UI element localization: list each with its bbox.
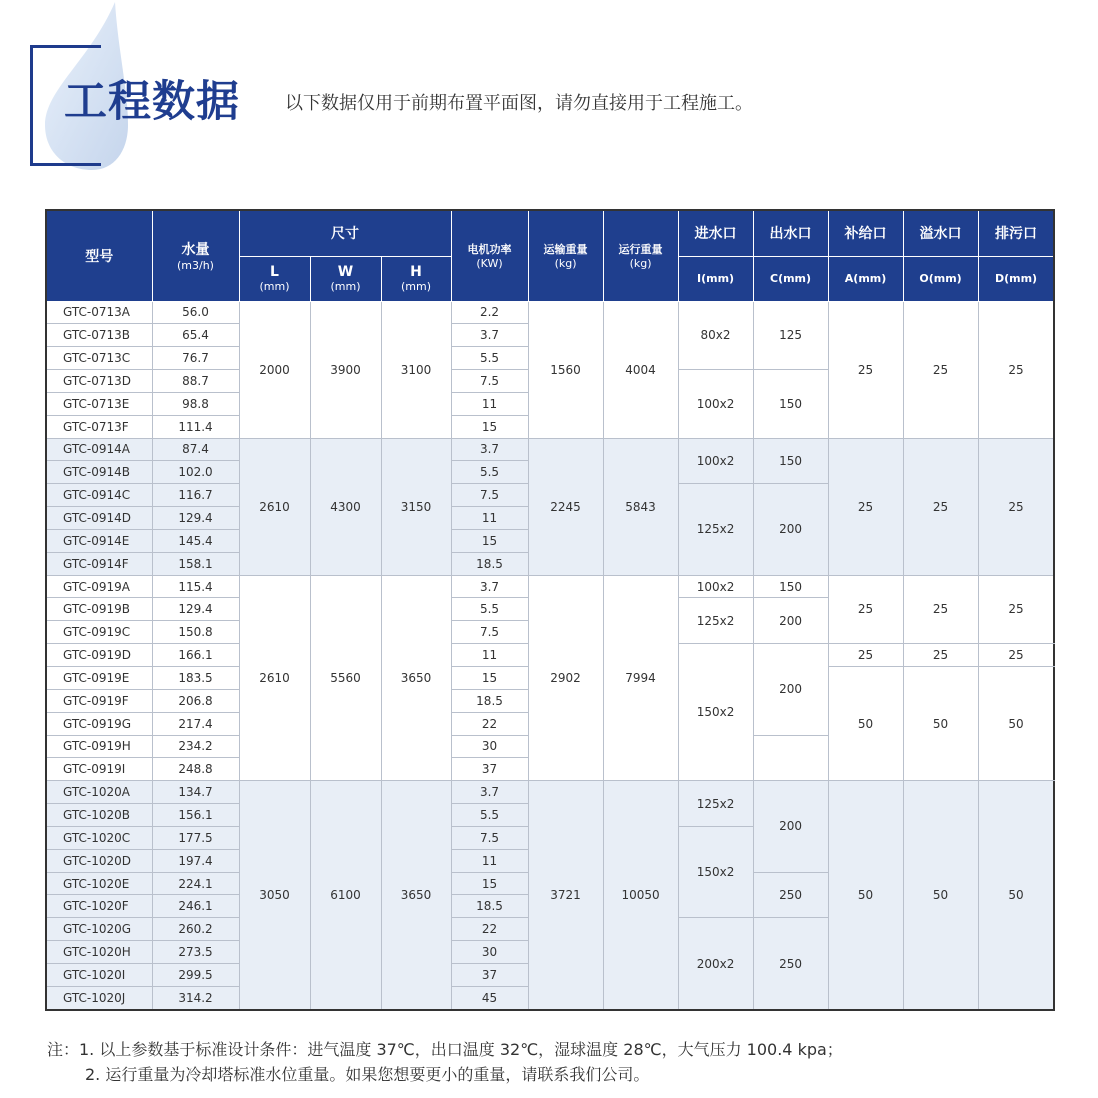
header-inlet: 进水口 bbox=[678, 210, 753, 256]
header-makeup: 补给口 bbox=[828, 210, 903, 256]
header-size: 尺寸 bbox=[239, 210, 451, 256]
header-ship-weight: 运输重量 (kg) bbox=[528, 210, 603, 301]
table-row: GTC-1020A 134.7 3050 6100 3650 3.7 3721 10050 125x2 200 50 50 50 bbox=[46, 781, 1054, 804]
table-row: GTC-0914A 87.4 2610 4300 3150 3.7 2245 5843 100x2 150 25 25 25 bbox=[46, 438, 1054, 461]
header-run-weight: 运行重量 (kg) bbox=[603, 210, 678, 301]
table-row: GTC-0914F 158.1 18.5 bbox=[46, 552, 1054, 575]
footnotes bbox=[47, 1037, 843, 1087]
table-row: GTC-1020J 314.2 45 bbox=[46, 986, 1054, 1010]
header-outlet-unit: C(mm) bbox=[753, 256, 828, 301]
header-model: 型号 bbox=[46, 210, 152, 301]
table-row: GTC-0919I 248.8 37 bbox=[46, 758, 1054, 781]
table-row: GTC-0713A 56.0 2000 3900 3100 2.2 1560 4004 80x2 125 25 25 25 bbox=[46, 301, 1054, 324]
page-title: 工程数据 bbox=[64, 77, 240, 127]
table-row: GTC-1020E 224.1 15 250 bbox=[46, 872, 1054, 895]
table-row: GTC-1020C 177.5 7.5 150x2 bbox=[46, 826, 1054, 849]
table-row: GTC-1020H 273.5 30 bbox=[46, 941, 1054, 964]
table-row: GTC-0919G 217.4 22 bbox=[46, 712, 1054, 735]
table-row: GTC-0713F 111.4 15 bbox=[46, 415, 1054, 438]
header-W: W (mm) bbox=[310, 256, 381, 301]
table-row: GTC-0914C 116.7 7.5 125x2 200 bbox=[46, 484, 1054, 507]
footnote-1: 注：1. 以上参数基于标准设计条件：进气温度 37℃，出口温度 32℃，湿球温度 28℃，大气压力 100.4 kpa； bbox=[47, 1040, 843, 1059]
table-row: GTC-1020F 246.1 18.5 bbox=[46, 895, 1054, 918]
header-drain: 排污口 bbox=[978, 210, 1054, 256]
table-row: GTC-1020D 197.4 11 bbox=[46, 849, 1054, 872]
header-outlet: 出水口 bbox=[753, 210, 828, 256]
table-row: GTC-0919D 166.1 11 150x2 200 25 25 25 bbox=[46, 644, 1054, 667]
table-row: GTC-0919C 150.8 7.5 bbox=[46, 621, 1054, 644]
table-row: GTC-0919B 129.4 5.5 125x2 200 bbox=[46, 598, 1054, 621]
table-row: GTC-0919F 206.8 18.5 bbox=[46, 689, 1054, 712]
table-row: GTC-1020G 260.2 22 200x2 250 bbox=[46, 918, 1054, 941]
table-row: GTC-0713D 88.7 7.5 100x2 150 bbox=[46, 370, 1054, 393]
table-row: GTC-0919A 115.4 2610 5560 3650 3.7 2902 7994 100x2 150 25 25 25 bbox=[46, 575, 1054, 598]
table-row: GTC-0713C 76.7 5.5 bbox=[46, 347, 1054, 370]
table-row: GTC-0713B 65.4 3.7 bbox=[46, 324, 1054, 347]
header-makeup-unit: A(mm) bbox=[828, 256, 903, 301]
table-row: GTC-1020B 156.1 5.5 bbox=[46, 804, 1054, 827]
header-flow: 水量 (m3/h) bbox=[152, 210, 239, 301]
table-row: GTC-0713E 98.8 11 bbox=[46, 392, 1054, 415]
header-drain-unit: D(mm) bbox=[978, 256, 1054, 301]
header-power: 电机功率 (KW) bbox=[451, 210, 528, 301]
page-header bbox=[0, 0, 1098, 200]
table-row: GTC-0919E 183.5 15 50 50 50 bbox=[46, 667, 1054, 690]
table-row: GTC-0914E 145.4 15 bbox=[46, 529, 1054, 552]
header-H: H (mm) bbox=[381, 256, 451, 301]
engineering-data-table bbox=[45, 209, 1055, 1011]
table-row: GTC-0919H 234.2 30 bbox=[46, 735, 1054, 758]
header-overflow: 溢水口 bbox=[903, 210, 978, 256]
table-row: GTC-0914D 129.4 11 bbox=[46, 507, 1054, 530]
table-row: GTC-1020I 299.5 37 bbox=[46, 963, 1054, 986]
page-subtitle: 以下数据仅用于前期布置平面图，请勿直接用于工程施工。 bbox=[285, 93, 753, 114]
footnote-2: 2. 运行重量为冷却塔标准水位重量。如果您想要更小的重量，请联系我们公司。 bbox=[85, 1065, 650, 1084]
table-row: GTC-0914B 102.0 5.5 bbox=[46, 461, 1054, 484]
header-overflow-unit: O(mm) bbox=[903, 256, 978, 301]
header-inlet-unit: I(mm) bbox=[678, 256, 753, 301]
header-L: L (mm) bbox=[239, 256, 310, 301]
